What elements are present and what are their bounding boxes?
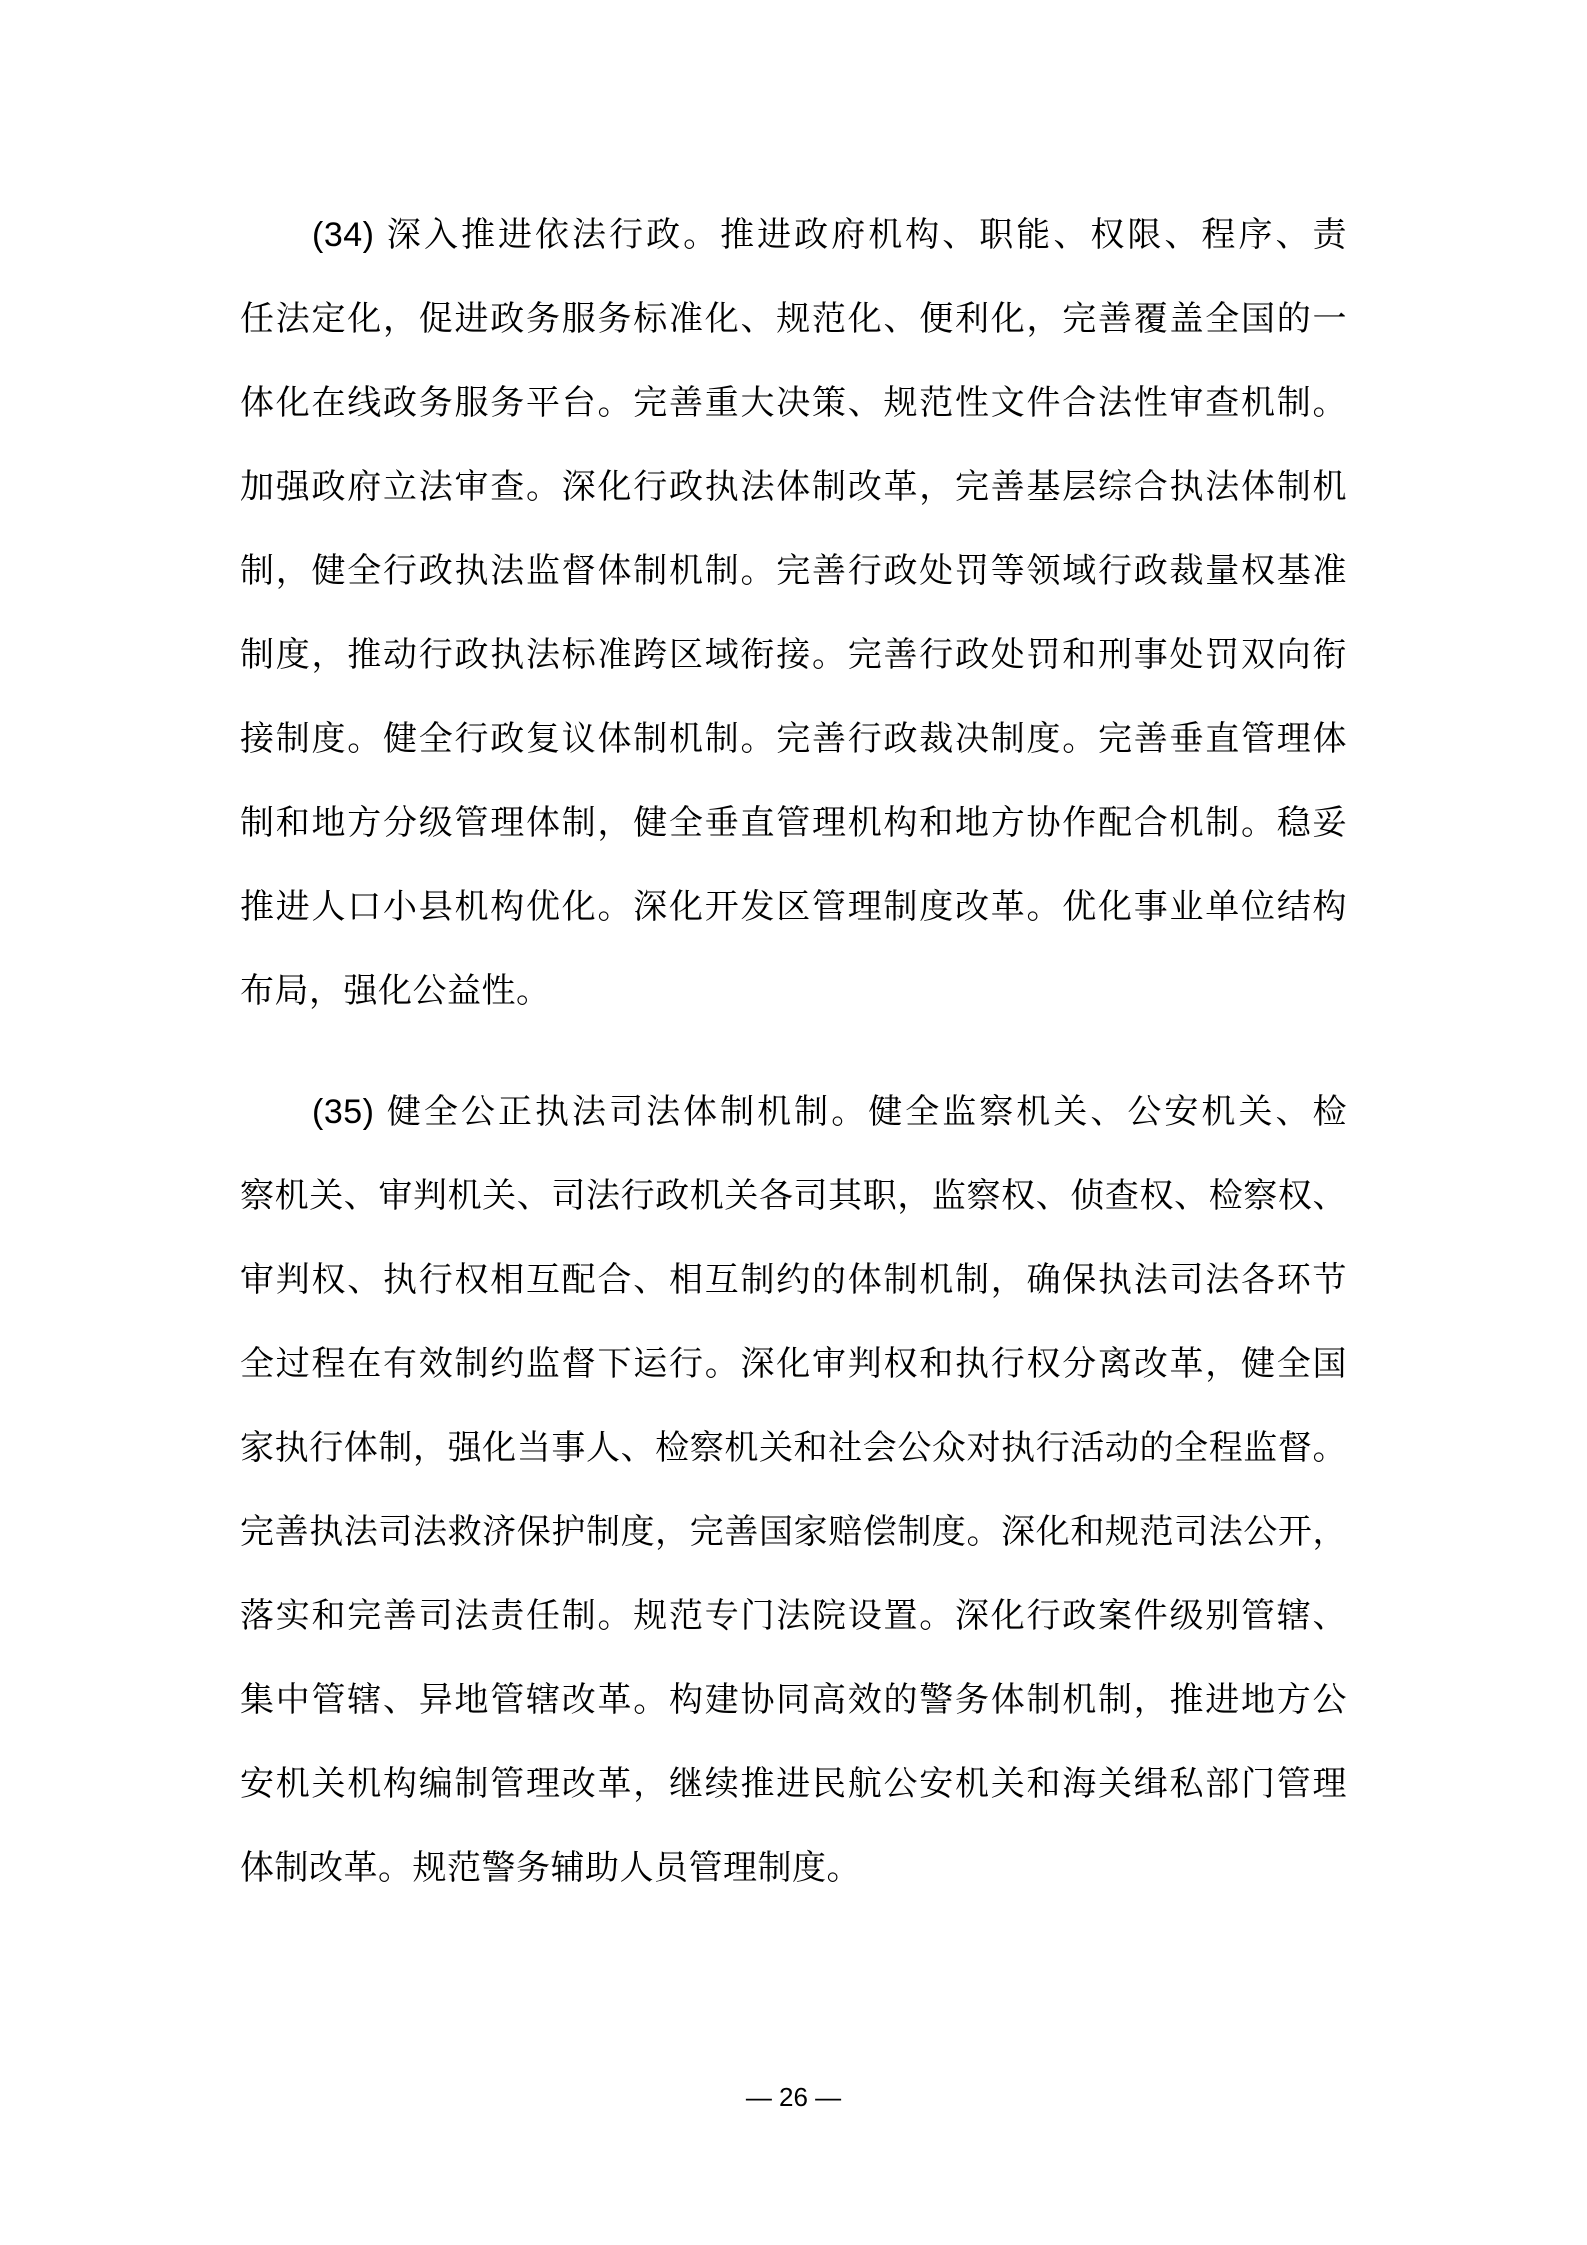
text-line: 制和地方分级管理体制，健全垂直管理机构和地方协作配合机制。稳妥 bbox=[240, 804, 1347, 842]
page-number: — 26 — bbox=[745, 2082, 842, 2112]
paragraph-35 bbox=[240, 1070, 1347, 1910]
text-line: 任法定化，促进政务服务标准化、规范化、便利化，完善覆盖全国的一 bbox=[240, 300, 1347, 338]
text-line: 家执行体制，强化当事人、检察机关和社会公众对执行活动的全程监督。 bbox=[240, 1429, 1347, 1467]
text-line: 布局，强化公益性。 bbox=[240, 972, 551, 1010]
text-line: 安机关机构编制管理改革，继续推进民航公安机关和海关缉私部门管理 bbox=[240, 1765, 1347, 1803]
text-line: (34) 深入推进依法行政。推进政府机构、职能、权限、程序、责 bbox=[312, 216, 1347, 254]
text-line: 审判权、执行权相互配合、相互制约的体制机制，确保执法司法各环节 bbox=[240, 1261, 1347, 1299]
text-line: 制，健全行政执法监督体制机制。完善行政处罚等领域行政裁量权基准 bbox=[240, 552, 1347, 590]
text-line: 全过程在有效制约监督下运行。深化审判权和执行权分离改革，健全国 bbox=[240, 1345, 1347, 1383]
text-line: 完善执法司法救济保护制度，完善国家赔偿制度。深化和规范司法公开， bbox=[240, 1513, 1347, 1551]
text-line: 推进人口小县机构优化。深化开发区管理制度改革。优化事业单位结构 bbox=[240, 888, 1347, 926]
text-line: 加强政府立法审查。深化行政执法体制改革，完善基层综合执法体制机 bbox=[240, 468, 1347, 506]
text-line: 体化在线政务服务平台。完善重大决策、规范性文件合法性审查机制。 bbox=[240, 384, 1347, 422]
text-line: (35) 健全公正执法司法体制机制。健全监察机关、公安机关、检 bbox=[312, 1093, 1347, 1131]
text-line: 察机关、审判机关、司法行政机关各司其职，监察权、侦查权、检察权、 bbox=[240, 1177, 1347, 1215]
text-line: 体制改革。规范警务辅助人员管理制度。 bbox=[240, 1849, 861, 1887]
paragraph-34 bbox=[240, 193, 1347, 1033]
text-line: 接制度。健全行政复议体制机制。完善行政裁决制度。完善垂直管理体 bbox=[240, 720, 1347, 758]
text-line: 落实和完善司法责任制。规范专门法院设置。深化行政案件级别管辖、 bbox=[240, 1597, 1347, 1635]
text-line: 制度，推动行政执法标准跨区域衔接。完善行政处罚和刑事处罚双向衔 bbox=[240, 636, 1347, 674]
document-body bbox=[240, 193, 1347, 1910]
text-line: 集中管辖、异地管辖改革。构建协同高效的警务体制机制，推进地方公 bbox=[240, 1681, 1347, 1719]
